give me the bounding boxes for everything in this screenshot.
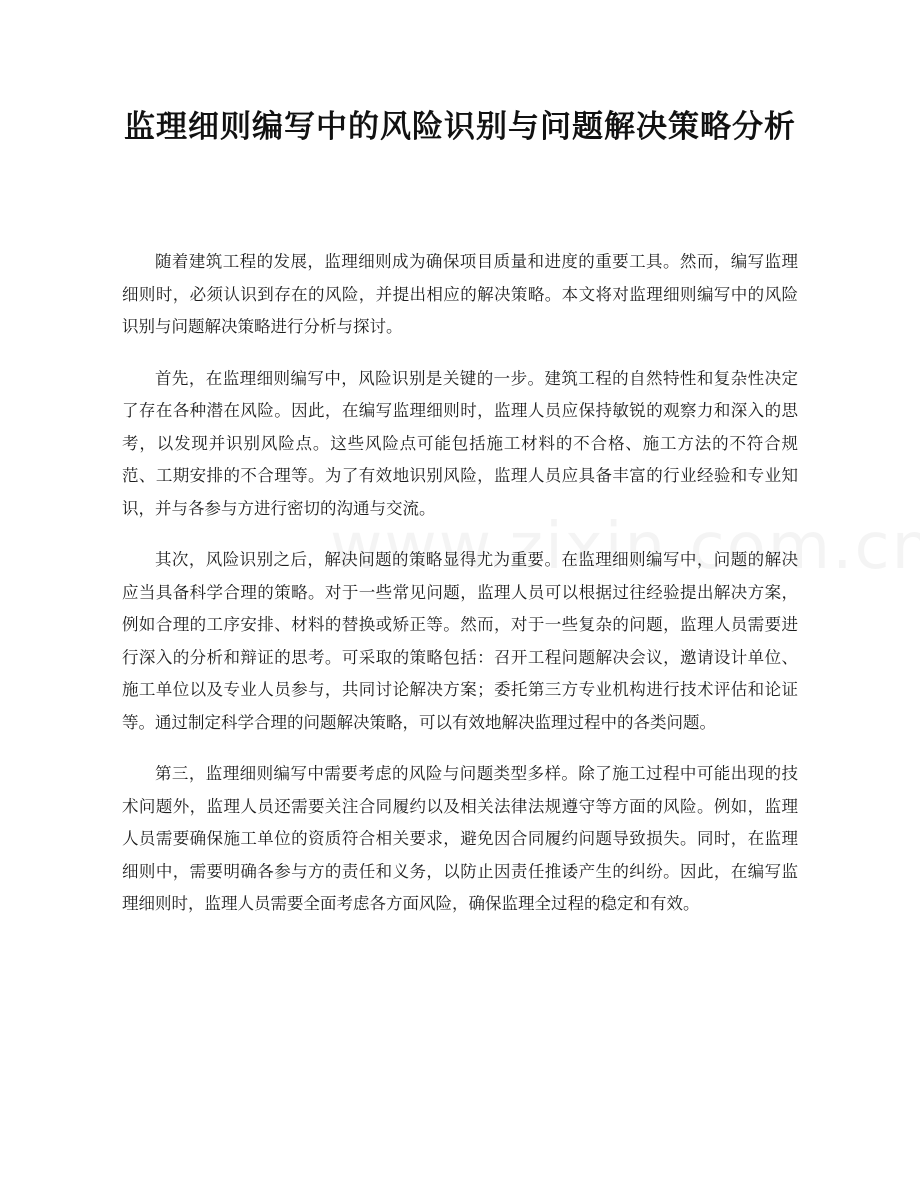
paragraph-3: 其次，风险识别之后，解决问题的策略显得尤为重要。在监理细则编写中，问题的解决应当具备科学合理的策略。对于一些常见问题，监理人员可以根据过往经验提出解决方案，例如合理的工序安排、材料的替换或矫正等。然而，对于一些复杂的问题，监理人员需要进行深入的分析和辩证的思考。可采取的策略包括：召开工程问题解决会议，邀请设计单位、施工单位以及专业人员参与，共同讨论解决方案；委托第三方专业机构进行技术评估和论证等。通过制定科学合理的问题解决策略，可以有效地解决监理过程中的各类问题。 [122,550,798,732]
document-title: 监理细则编写中的风险识别与问题解决策略分析 [124,109,796,145]
document-body [122,246,798,940]
paragraph-2: 首先，在监理细则编写中，风险识别是关键的一步。建筑工程的自然特性和复杂性决定了存在各种潜在风险。因此，在编写监理细则时，监理人员应保持敏锐的观察力和深入的思考，以发现并识别风险点。这些风险点可能包括施工材料的不合格、施工方法的不符合规范、工期安排的不合理等。为了有效地识别风险，监理人员应具备丰富的行业经验和专业知识，并与各参与方进行密切的沟通与交流。 [122,368,798,518]
paragraph-4: 第三，监理细则编写中需要考虑的风险与问题类型多样。除了施工过程中可能出现的技术问题外，监理人员还需要关注合同履约以及相关法律法规遵守等方面的风险。例如，监理人员需要确保施工单位的资质符合相关要求，避免因合同履约问题导致损失。同时，在监理细则中，需要明确各参与方的责任和义务，以防止因责任推诿产生的纠纷。因此，在编写监理细则时，监理人员需要全面考虑各方面风险，确保监理全过程的稳定和有效。 [122,764,798,913]
paragraph-1: 随着建筑工程的发展，监理细则成为确保项目质量和进度的重要工具。然而，编写监理细则时，必须认识到存在的风险，并提出相应的解决策略。本文将对监理细则编写中的风险识别与问题解决策略进行分析与探讨。 [122,252,798,336]
